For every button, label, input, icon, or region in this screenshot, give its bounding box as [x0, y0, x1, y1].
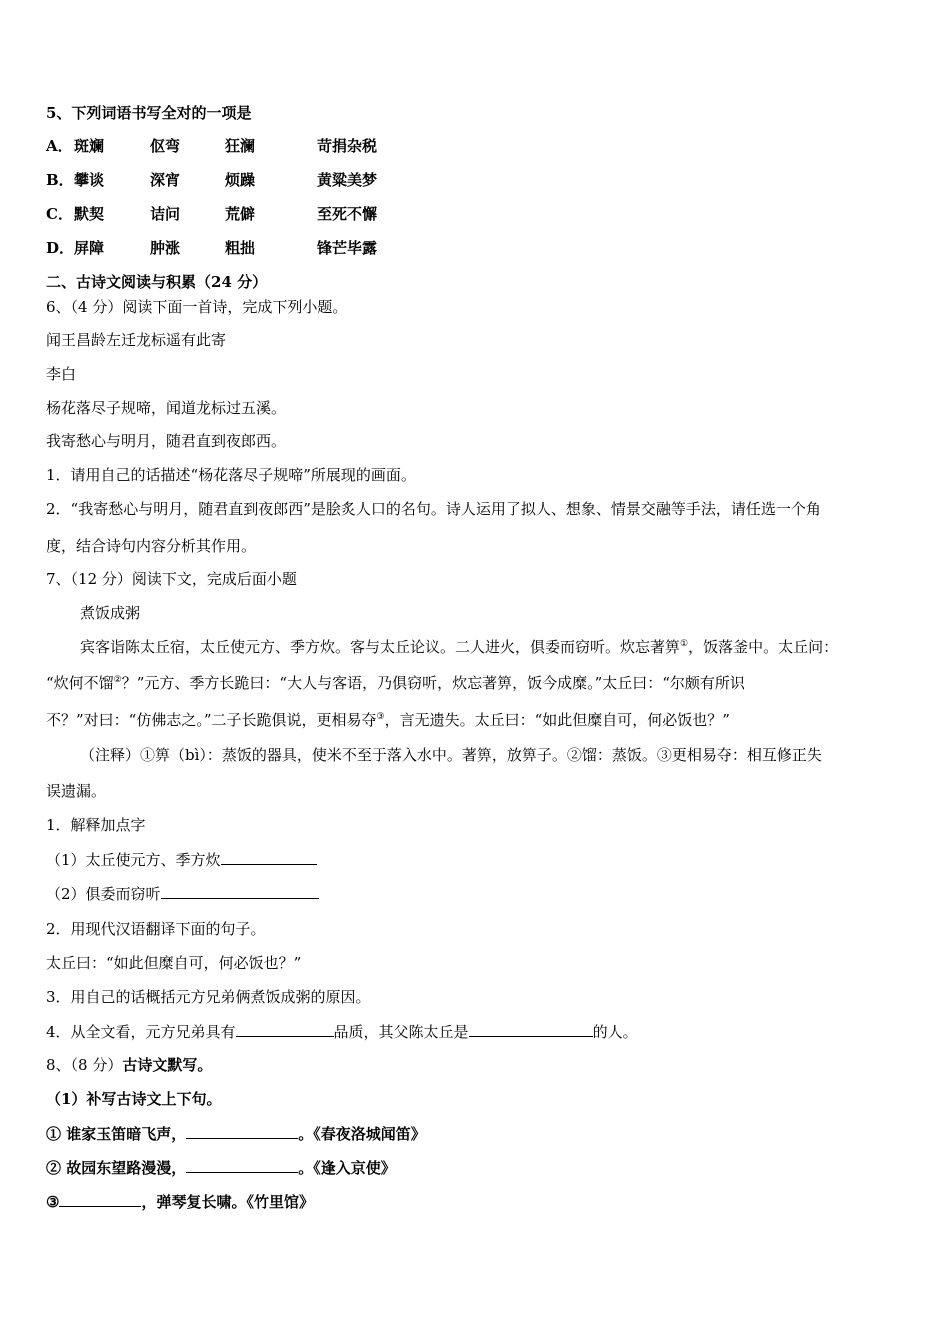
answer-blank[interactable]: [186, 1123, 298, 1139]
recite-line-2: ② 故园东望路漫漫， 。《逢入京使》: [46, 1159, 396, 1177]
footnote: （注释）①箅（bì）：蒸饭的器具，使米不至于落入水中。著箅，放箅子。②馏：蒸饭。③更相易夺：相互修正失: [80, 746, 822, 764]
q6-sub2: 2．“我寄愁心与明月，随君直到夜郎西”是脍炙人口的名句。诗人运用了拟人、想象、情景交融等手法，请任选一个角: [46, 500, 821, 518]
recite-line-1: ① 谁家玉笛暗飞声， 。《春夜洛城闻笛》: [46, 1125, 426, 1143]
answer-blank[interactable]: [59, 1191, 141, 1207]
poem-line: 我寄愁心与明月，随君直到夜郎西。: [46, 432, 287, 450]
answer-blank[interactable]: [236, 1021, 334, 1037]
q6-title: 6、（4 分）阅读下面一首诗，完成下列小题。: [46, 298, 348, 316]
poem-author: 李白: [46, 365, 77, 383]
answer-blank[interactable]: [161, 883, 319, 899]
option-word: 锋芒毕露: [317, 239, 378, 257]
q7-title: 7、（12 分）阅读下文，完成后面小题: [46, 570, 297, 588]
option-letter: A．: [46, 137, 73, 155]
option-word: 烦躁: [225, 171, 256, 189]
option-word: 肿涨: [150, 239, 181, 257]
option-word: 至死不懈: [317, 205, 378, 223]
q6-sub1: 1．请用自己的话描述“杨花落尽子规啼”所展现的画面。: [46, 466, 416, 484]
option-word: 诘问: [150, 205, 181, 223]
option-word: 攀谈: [74, 171, 105, 189]
answer-blank[interactable]: [469, 1021, 593, 1037]
answer-blank[interactable]: [221, 849, 317, 865]
q5-title: 5、下列词语书写全对的一项是: [46, 104, 252, 122]
option-letter: B．: [46, 171, 74, 189]
option-letter: C．: [46, 205, 73, 223]
recite-line-3: ③ ，弹琴复长啸。《竹里馆》: [46, 1193, 314, 1211]
passage-line: 宾客诣陈太丘宿，太丘使元方、季方炊。客与太丘论议。二人进火，俱委而窃听。炊忘著箅①，饭落釜中。太丘问：: [80, 638, 839, 656]
q7-sub2-sentence: 太丘曰：“如此但糜自可，何必饭也？”: [46, 954, 302, 972]
option-word: 黄粱美梦: [317, 171, 378, 189]
poem-title: 闻王昌龄左迁龙标遥有此寄: [46, 331, 227, 349]
passage-line: 不？”对曰：“仿佛志之。”二子长跪俱说，更相易夺③，言无遗失。太丘曰：“如此但糜自可，何必饭也？”: [46, 711, 730, 729]
option-word: 粗拙: [225, 239, 256, 257]
option-word: 默契: [74, 205, 105, 223]
q8-sub1: （1）补写古诗文上下句。: [46, 1090, 222, 1108]
q7-sub4: 4．从全文看，元方兄弟具有 品质，其父陈太丘是 的人。: [46, 1023, 638, 1041]
section-heading: 二、古诗文阅读与积累（24 分）: [46, 273, 268, 291]
poem-line: 杨花落尽子规啼，闻道龙标过五溪。: [46, 399, 287, 417]
option-word: 苛捐杂税: [317, 137, 378, 155]
q7-sub1-2: （2）俱委而窃听: [46, 883, 319, 904]
footnote-cont: 误遗漏。: [46, 782, 107, 800]
q7-sub1: 1．解释加点字: [46, 816, 146, 834]
q8-title: 8、（8 分）古诗文默写。: [46, 1056, 213, 1074]
text-title: 煮饭成粥: [80, 604, 141, 622]
answer-blank[interactable]: [186, 1157, 298, 1173]
option-word: 深宵: [150, 171, 181, 189]
q7-sub3: 3．用自己的话概括元方兄弟俩煮饭成粥的原因。: [46, 988, 371, 1006]
option-word: 斑斓: [74, 137, 105, 155]
q6-sub2-cont: 度，结合诗句内容分析其作用。: [46, 537, 257, 555]
option-letter: D．: [46, 239, 75, 257]
passage-line: “炊何不馏②？”元方、季方长跪曰：“大人与客语，乃俱窃听，炊忘著箅，饭今成糜。”太丘曰：“尔颇有所识: [46, 674, 745, 692]
option-word: 荒僻: [225, 205, 256, 223]
option-word: 屏障: [74, 239, 105, 257]
q7-sub1-1: （1）太丘使元方、季方炊: [46, 849, 317, 870]
option-word: 伛弯: [150, 137, 181, 155]
q7-sub2: 2．用现代汉语翻译下面的句子。: [46, 920, 266, 938]
option-word: 狂澜: [225, 137, 256, 155]
